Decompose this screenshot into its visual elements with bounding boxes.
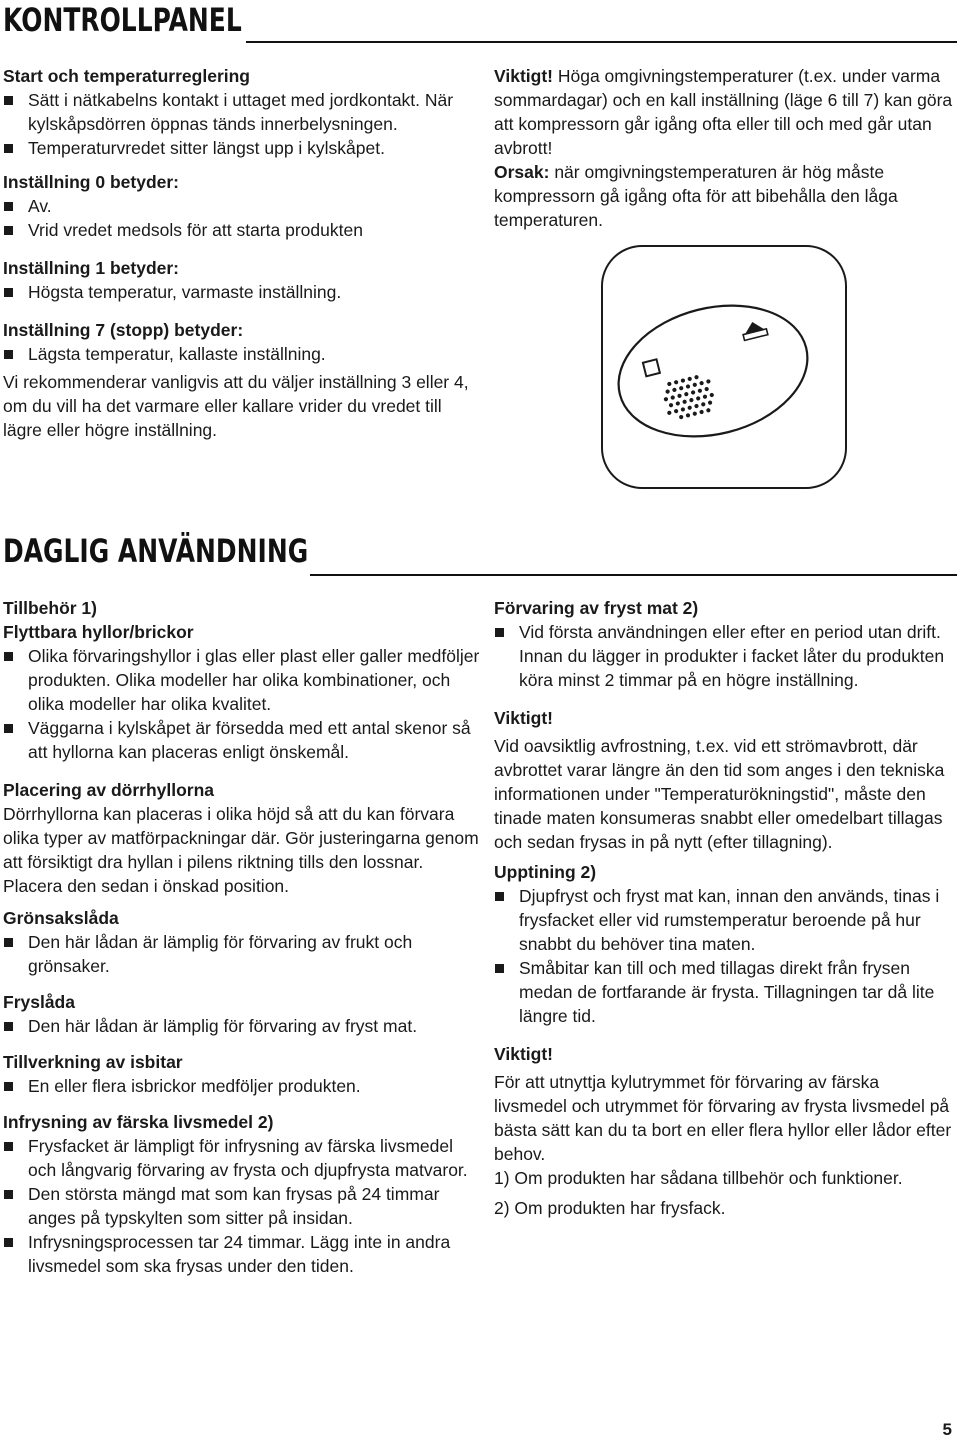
setting0-heading: Inställning 0 betyder: — [3, 172, 179, 192]
daily-rule — [310, 574, 957, 576]
frozen-storage-heading: Förvaring av fryst mat 2) — [494, 598, 699, 618]
cause-label: Orsak: — [494, 162, 550, 182]
important-text: Höga omgivningstemperaturer (t.ex. under varma sommardagar) och en kall inställning (läge 6 till 7) kan göra att kompressorn går igång ofta eller till och med går utan avbrott! — [494, 66, 953, 158]
list-item: En eller flera isbrickor medföljer produkten. — [3, 1074, 481, 1098]
page-title: KONTROLLPANEL — [3, 1, 242, 39]
important-note — [494, 64, 956, 232]
list-item: Djupfryst och fryst mat kan, innan den används, tinas i frysfacket eller vid rumstemperatur beroende på hur snabbt du behöver tina maten. — [494, 884, 956, 956]
daily-right-column — [494, 596, 956, 1220]
ice-cubes-heading: Tillverkning av isbitar — [3, 1052, 183, 1072]
list-item: Den här lådan är lämplig för förvaring av frukt och grönsaker. — [3, 930, 481, 978]
list-item: Småbitar kan till och med tillagas direkt från frysen medan de fortfarande är frysta. Tillagningen tar då lite längre tid. — [494, 956, 956, 1028]
freezer-drawer-heading: Fryslåda — [3, 992, 75, 1012]
freezing-heading: Infrysning av färska livsmedel 2) — [3, 1112, 274, 1132]
recommendation-text: Vi rekommenderar vanligvis att du väljer inställning 3 eller 4, om du vill ha det varmare eller kallare vrider du vredet till lägre eller högre inställning. — [3, 372, 469, 440]
list-item: Sätt i nätkabelns kontakt i uttaget med jordkontakt. När kylskåpsdörren öppnas tänds innerbelysningen. — [3, 88, 473, 136]
list-item: Den här lådan är lämplig för förvaring av fryst mat. — [3, 1014, 481, 1038]
important-heading: Viktigt! — [494, 1044, 553, 1064]
list-item: Den största mängd mat som kan frysas på 24 timmar anges på typskylten som sitter på insidan. — [3, 1182, 481, 1230]
list-item: Lägsta temperatur, kallaste inställning. — [3, 342, 473, 366]
title-rule — [246, 41, 957, 43]
thermostat-dial-icon — [601, 245, 847, 489]
control-section — [3, 64, 473, 442]
list-item: Vrid vredet medsols för att starta produkten — [3, 218, 473, 242]
list-item: Infrysningsprocessen tar 24 timmar. Lägg inte in andra livsmedel som ska frysas under den tiden. — [3, 1230, 481, 1278]
cause-paragraph — [494, 160, 956, 232]
ice-cubes-list — [3, 1074, 481, 1098]
important-text: Vid oavsiktlig avfrostning, t.ex. vid ett strömavbrott, där avbrottet varar längre än den tid som anges i den tekniska informationen under "Temperaturökningstid", måste den tinade maten konsumeras snabbt eller omedelbart tillagas och sedan frysas in på nytt (efter tillagning). — [494, 736, 945, 852]
frozen-storage-list — [494, 620, 956, 692]
footnote: 1) Om produkten har sådana tillbehör och funktioner. — [494, 1168, 903, 1188]
thawing-heading: Upptining 2) — [494, 862, 597, 882]
list-item: Frysfacket är lämpligt för infrysning av färska livsmedel och långvarig förvaring av frysta och djupfrysta matvaror. — [3, 1134, 481, 1182]
setting0-list — [3, 194, 473, 242]
list-item: Temperaturvredet sitter längst upp i kylskåpet. — [3, 136, 473, 160]
setting1-list — [3, 280, 473, 304]
list-item: Väggarna i kylskåpet är försedda med ett antal skenor så att hyllorna kan placeras enligt önskemål. — [3, 716, 481, 764]
freezing-list — [3, 1134, 481, 1278]
important-heading: Viktigt! — [494, 708, 553, 728]
important-label: Viktigt! — [494, 66, 553, 86]
list-item: Högsta temperatur, varmaste inställning. — [3, 280, 473, 304]
daily-title: DAGLIG ANVÄNDNING — [3, 532, 309, 570]
shelves-list — [3, 644, 481, 764]
thawing-list — [494, 884, 956, 1028]
start-heading: Start och temperaturreglering — [3, 66, 250, 86]
setting7-list — [3, 342, 473, 366]
vegetable-drawer-list — [3, 930, 481, 978]
list-item: Olika förvaringshyllor i glas eller plast eller galler medföljer produkten. Olika modeller har olika kombinationer, och olika modeller har olika kvalitet. — [3, 644, 481, 716]
cause-text: när omgivningstemperaturen är hög måste kompressorn gå igång ofta för att bibehålla den låga temperaturen. — [494, 162, 898, 230]
important-text: För att utnyttja kylutrymmet för förvaring av färska livsmedel och utrymmet för förvaring av frysta livsmedel på bästa sätt kan du ta bort en eller flera hyllor eller lådor efter behov. — [494, 1072, 952, 1164]
list-item: Vid första användningen eller efter en period utan drift. Innan du lägger in produkter i facket låter du produkten köra minst 2 timmar på en högre inställning. — [494, 620, 956, 692]
shelves-heading: Flyttbara hyllor/brickor — [3, 622, 194, 642]
door-shelves-heading: Placering av dörrhyllorna — [3, 780, 215, 800]
daily-left-column — [3, 596, 481, 1278]
vegetable-drawer-heading: Grönsakslåda — [3, 908, 119, 928]
list-item: Av. — [3, 194, 473, 218]
important-paragraph — [494, 64, 956, 160]
setting7-heading: Inställning 7 (stopp) betyder: — [3, 320, 244, 340]
page-number: 5 — [942, 1420, 952, 1439]
freezer-drawer-list — [3, 1014, 481, 1038]
footnote: 2) Om produkten har frysfack. — [494, 1198, 726, 1218]
start-list — [3, 88, 473, 160]
door-shelves-text: Dörrhyllorna kan placeras i olika höjd så att du kan förvara olika typer av matförpackningar där. Gör justeringarna genom att försiktigt dra hyllan i pilens riktning tills den lossnar. Placera den sedan i önskad position. — [3, 804, 479, 896]
setting1-heading: Inställning 1 betyder: — [3, 258, 179, 278]
accessories-heading: Tillbehör 1) — [3, 598, 97, 618]
